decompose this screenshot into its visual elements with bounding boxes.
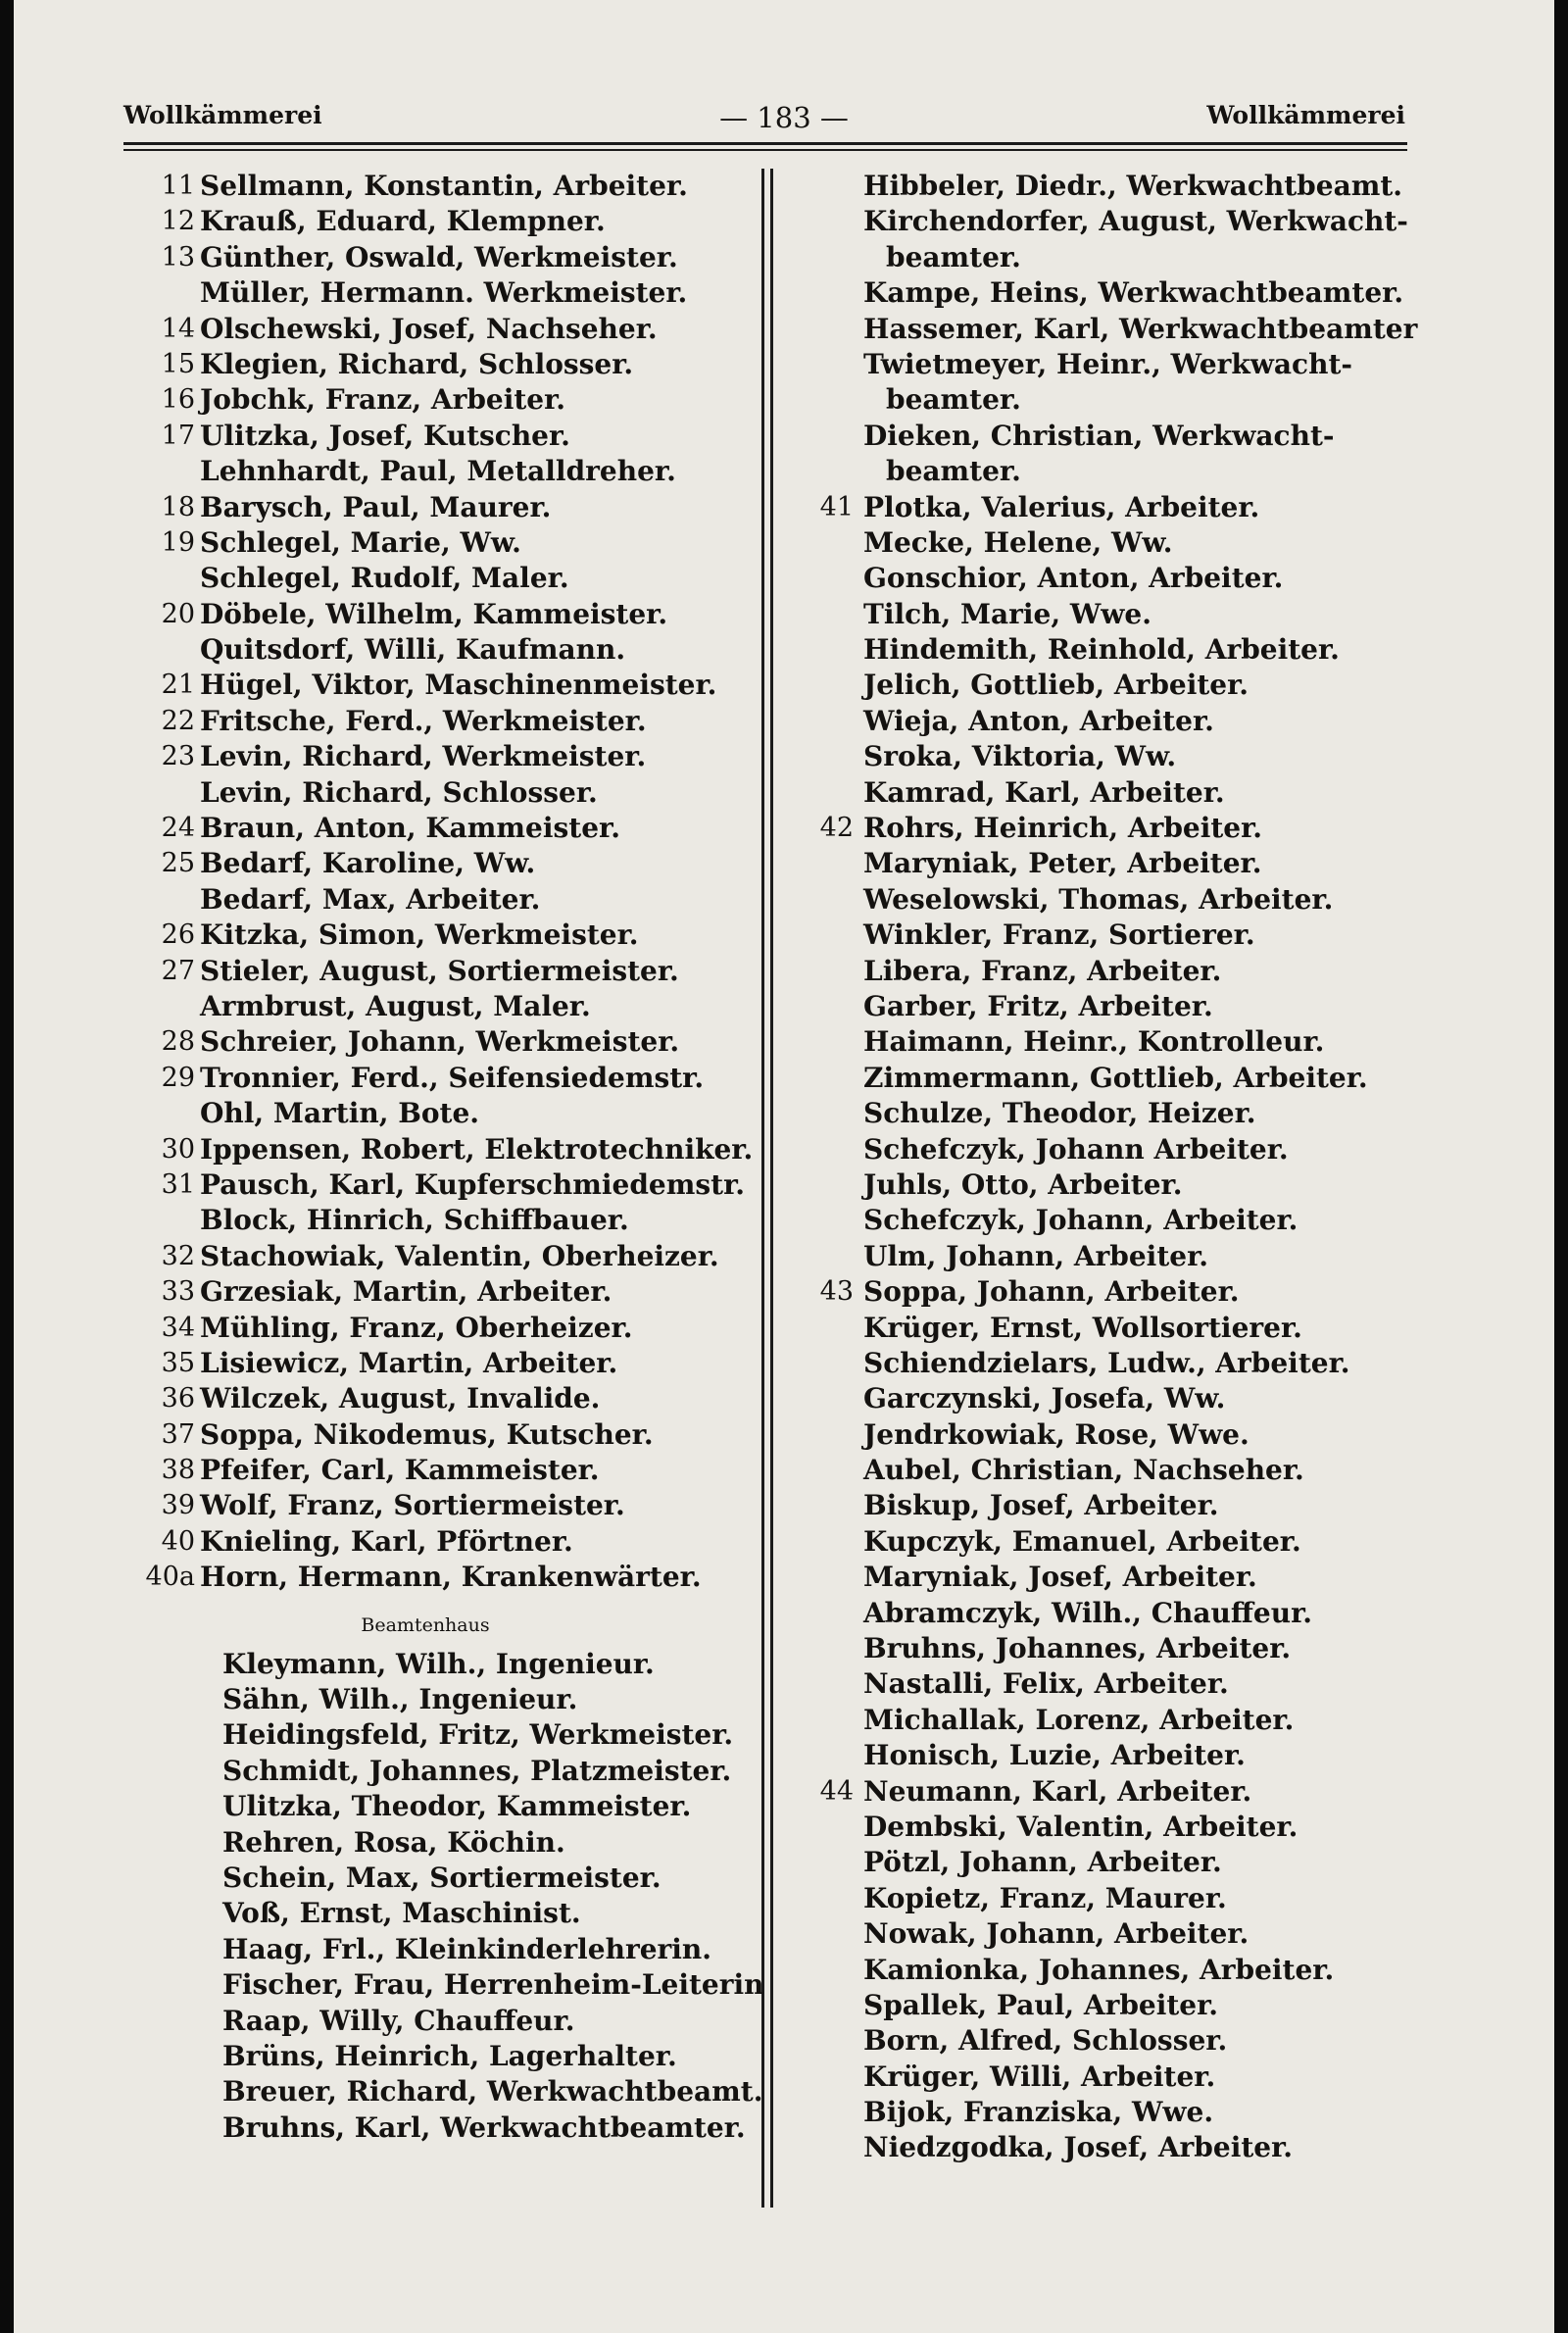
directory-entry (14, 846, 759, 881)
directory-entry (780, 561, 1525, 596)
resident-name: Ippensen, Robert, Elektrotechniker. (200, 1132, 754, 1166)
header-rule (123, 142, 1407, 145)
directory-entry (780, 882, 1525, 918)
directory-page (14, 0, 1554, 2333)
resident-name: Kleymann, Wilh., Ingenieur. (222, 1647, 655, 1680)
resident-name: Twietmeyer, Heinr., Werkwacht- (863, 347, 1353, 380)
resident-name: Winkler, Franz, Sortierer. (863, 918, 1255, 952)
directory-entry (14, 1825, 759, 1861)
house-number: 18 (161, 491, 195, 522)
resident-name: Tilch, Marie, Wwe. (863, 597, 1152, 630)
directory-entry (14, 704, 759, 739)
resident-name: Schreier, Johann, Werkmeister. (200, 1025, 680, 1059)
directory-entry (780, 382, 1525, 418)
resident-name: Tronnier, Ferd., Seifensiedemstr. (200, 1061, 705, 1094)
resident-name: Kirchendorfer, August, Werkwacht- (863, 205, 1408, 238)
house-number: 17 (161, 420, 195, 451)
resident-name: Pötzl, Johann, Arbeiter. (863, 1846, 1222, 1879)
resident-name: Krüger, Willi, Arbeiter. (863, 2060, 1216, 2093)
directory-entry (780, 597, 1525, 632)
directory-entry (14, 2074, 763, 2110)
directory-entry (14, 954, 759, 989)
resident-name: Kampe, Heins, Werkwachtbeamter. (863, 276, 1404, 310)
directory-entry (780, 419, 1525, 454)
directory-entry (14, 169, 759, 204)
directory-entry (780, 1916, 1525, 1952)
directory-entry (780, 1381, 1525, 1416)
directory-entry (780, 1488, 1525, 1523)
resident-name: Garczynski, Josefa, Ww. (863, 1382, 1226, 1415)
directory-entry (14, 312, 759, 347)
directory-entry (780, 1666, 1525, 1702)
directory-entry (780, 1024, 1525, 1060)
directory-entry (780, 1346, 1525, 1381)
directory-entry (14, 1061, 759, 1096)
directory-entry (14, 1932, 759, 1967)
resident-name: Soppa, Johann, Arbeiter. (863, 1275, 1240, 1309)
resident-name: Armbrust, August, Maler. (200, 989, 591, 1022)
resident-name: Kupczyk, Emanuel, Arbeiter. (863, 1524, 1301, 1558)
directory-entry (14, 918, 759, 953)
directory-entry (14, 1560, 759, 1595)
resident-name: beamter. (886, 383, 1021, 417)
resident-name: Barysch, Paul, Maurer. (200, 490, 552, 523)
directory-entry (14, 811, 759, 846)
resident-name: Breuer, Richard, Werkwachtbeamt. (222, 2075, 763, 2109)
resident-name: Sroka, Viktoria, Ww. (863, 740, 1177, 773)
right-column (780, 169, 1525, 2166)
resident-name: Rehren, Rosa, Köchin. (222, 1825, 565, 1859)
resident-name: Levin, Richard, Werkmeister. (200, 740, 647, 773)
resident-name: Schefczyk, Johann Arbeiter. (863, 1132, 1289, 1166)
directory-entry (14, 1132, 759, 1167)
directory-entry (780, 1524, 1525, 1560)
directory-entry (780, 169, 1525, 204)
house-number: 40a (145, 1562, 195, 1593)
resident-name: Nastalli, Felix, Arbeiter. (863, 1667, 1229, 1701)
directory-entry (14, 2004, 759, 2039)
house-number: 22 (161, 705, 195, 736)
directory-entry (14, 1417, 759, 1453)
directory-entry (780, 1453, 1525, 1488)
house-number: 32 (161, 1240, 195, 1271)
running-head-left: Wollkämmerei (123, 101, 322, 129)
column-divider (761, 169, 764, 2208)
house-number: 36 (161, 1383, 195, 1415)
resident-name: Kitzka, Simon, Werkmeister. (200, 918, 639, 952)
directory-entry (780, 668, 1525, 703)
resident-name: Schulze, Theodor, Heizer. (863, 1097, 1256, 1130)
house-number: 15 (161, 348, 195, 379)
resident-name: Lehnhardt, Paul, Metalldreher. (200, 455, 676, 488)
resident-name: Grzesiak, Martin, Arbeiter. (200, 1275, 612, 1309)
resident-name: Krauß, Eduard, Klempner. (200, 205, 606, 238)
resident-name: Block, Hinrich, Schiffbauer. (200, 1204, 629, 1237)
resident-name: Honisch, Luzie, Arbeiter. (863, 1739, 1246, 1772)
directory-entry (14, 597, 759, 632)
directory-entry (780, 1311, 1525, 1346)
directory-entry (780, 1810, 1525, 1845)
directory-entry (14, 882, 759, 918)
house-number: 13 (161, 241, 195, 273)
directory-entry (780, 1417, 1525, 1453)
resident-name: Fischer, Frau, Herrenheim-Leiterin (222, 1968, 764, 2002)
resident-name: Mecke, Helene, Ww. (863, 525, 1173, 559)
resident-name: Nowak, Johann, Arbeiter. (863, 1917, 1250, 1951)
resident-name: Maryniak, Peter, Arbeiter. (863, 847, 1262, 880)
resident-name: Bedarf, Max, Arbeiter. (200, 882, 541, 916)
resident-name: Wolf, Franz, Sortiermeister. (200, 1489, 625, 1522)
resident-name: Zimmermann, Gottlieb, Arbeiter. (863, 1061, 1368, 1094)
directory-entry (14, 1754, 759, 1789)
resident-name: Michallak, Lorenz, Arbeiter. (863, 1703, 1295, 1736)
resident-name: Heidingsfeld, Fritz, Werkmeister. (222, 1718, 734, 1752)
resident-name: Spallek, Paul, Arbeiter. (863, 1988, 1219, 2021)
directory-entry (780, 454, 1525, 489)
resident-name: Bruhns, Johannes, Arbeiter. (863, 1632, 1292, 1665)
resident-name: Garber, Fritz, Arbeiter. (863, 989, 1213, 1022)
resident-name: Biskup, Josef, Arbeiter. (863, 1489, 1219, 1522)
resident-name: Kamionka, Johannes, Arbeiter. (863, 1953, 1335, 1986)
resident-name: Ulitzka, Josef, Kutscher. (200, 419, 570, 452)
house-number: 28 (161, 1026, 195, 1058)
resident-name: Aubel, Christian, Nachseher. (863, 1454, 1304, 1487)
directory-entry (14, 1524, 759, 1560)
resident-name: Haag, Frl., Kleinkinderlehrerin. (222, 1932, 712, 1965)
resident-name: Abramczyk, Wilh., Chauffeur. (863, 1596, 1312, 1629)
directory-entry (780, 954, 1525, 989)
directory-entry (14, 1647, 759, 1682)
directory-entry (780, 1881, 1525, 1916)
directory-entry (780, 2060, 1525, 2095)
resident-name: Niedzgodka, Josef, Arbeiter. (863, 2131, 1294, 2164)
directory-entry (14, 490, 759, 525)
resident-name: beamter. (886, 455, 1021, 488)
page-number: — 183 — (719, 101, 849, 134)
resident-name: Schmidt, Johannes, Platzmeister. (222, 1754, 732, 1787)
directory-entry (14, 1896, 759, 1931)
directory-entry (780, 525, 1525, 561)
directory-entry (14, 632, 759, 668)
directory-entry (14, 775, 759, 811)
directory-entry (14, 2039, 759, 2074)
directory-entry (780, 240, 1525, 275)
resident-name: Olschewski, Josef, Nachseher. (200, 312, 658, 345)
directory-entry (780, 1132, 1525, 1167)
house-number: 41 (819, 491, 854, 522)
house-number: 11 (161, 171, 195, 201)
directory-entry (780, 1596, 1525, 1631)
house-number: 43 (819, 1276, 854, 1308)
resident-name: Dieken, Christian, Werkwacht- (863, 419, 1335, 452)
resident-name: Jelich, Gottlieb, Arbeiter. (863, 669, 1250, 702)
directory-entry (780, 1953, 1525, 1988)
resident-name: Hügel, Viktor, Maschinenmeister. (200, 669, 717, 702)
resident-name: Döbele, Wilhelm, Kammeister. (200, 597, 668, 630)
resident-name: Braun, Anton, Kammeister. (200, 812, 620, 845)
directory-entry (14, 1682, 759, 1717)
resident-name: Knieling, Karl, Pförtner. (200, 1524, 573, 1558)
house-number: 25 (161, 848, 195, 879)
house-number: 23 (161, 741, 195, 772)
directory-entry (780, 704, 1525, 739)
section-heading-beamtenhaus: Beamtenhaus (361, 1613, 490, 1636)
resident-name: Brüns, Heinrich, Lagerhalter. (222, 2039, 677, 2072)
house-number: 27 (161, 955, 195, 986)
resident-name: Stachowiak, Valentin, Oberheizer. (200, 1239, 719, 1272)
house-number: 42 (819, 813, 854, 844)
resident-name: Schiendzielars, Ludw., Arbeiter. (863, 1346, 1350, 1379)
directory-entry (780, 989, 1525, 1024)
house-number: 12 (161, 206, 195, 237)
directory-entry (14, 561, 759, 596)
directory-entry (780, 1774, 1525, 1810)
resident-name: Sähn, Wilh., Ingenieur. (222, 1683, 578, 1716)
directory-entry (14, 1274, 759, 1310)
directory-entry (14, 525, 759, 561)
resident-name: Hassemer, Karl, Werkwachtbeamter (863, 312, 1418, 345)
resident-name: Pausch, Karl, Kupferschmiedemstr. (200, 1167, 745, 1201)
directory-entry (780, 811, 1525, 846)
resident-name: Soppa, Nikodemus, Kutscher. (200, 1417, 654, 1451)
resident-name: Müller, Hermann. Werkmeister. (200, 276, 688, 310)
house-number: 31 (161, 1168, 195, 1200)
resident-name: Voß, Ernst, Maschinist. (222, 1897, 581, 1930)
directory-entry (14, 1346, 759, 1381)
directory-entry (780, 1845, 1525, 1880)
resident-name: Hindemith, Reinhold, Arbeiter. (863, 633, 1340, 667)
directory-entry (14, 275, 759, 311)
resident-name: Gonschior, Anton, Arbeiter. (863, 562, 1284, 595)
resident-name: Dembski, Valentin, Arbeiter. (863, 1810, 1298, 1843)
header-rule-thin (123, 149, 1407, 151)
directory-entry (14, 739, 759, 774)
directory-entry (780, 918, 1525, 953)
house-number: 14 (161, 313, 195, 344)
resident-name: Juhls, Otto, Arbeiter. (863, 1167, 1183, 1201)
resident-name: Haimann, Heinr., Kontrolleur. (863, 1025, 1325, 1059)
directory-entry (780, 1061, 1525, 1096)
directory-entry (780, 2095, 1525, 2130)
resident-name: Bijok, Franziska, Wwe. (863, 2096, 1214, 2129)
house-number: 30 (161, 1133, 195, 1165)
directory-entry (780, 490, 1525, 525)
resident-name: Schlegel, Rudolf, Maler. (200, 562, 569, 595)
directory-entry (780, 1631, 1525, 1666)
house-number: 34 (161, 1312, 195, 1343)
house-number: 40 (161, 1525, 195, 1557)
resident-name: Wilczek, August, Invalide. (200, 1382, 601, 1415)
directory-entry (14, 2110, 759, 2146)
directory-entry (780, 739, 1525, 774)
directory-entry (780, 2130, 1525, 2165)
resident-name: Pfeifer, Carl, Kammeister. (200, 1454, 600, 1487)
resident-name: Krüger, Ernst, Wollsortierer. (863, 1311, 1302, 1344)
resident-name: Klegien, Richard, Schlosser. (200, 347, 634, 380)
resident-name: Bedarf, Karoline, Ww. (200, 847, 536, 880)
directory-entry (780, 1096, 1525, 1131)
house-number: 44 (819, 1775, 854, 1807)
directory-entry (14, 1311, 759, 1346)
resident-name: Schefczyk, Johann, Arbeiter. (863, 1204, 1298, 1237)
directory-entry (14, 1381, 759, 1416)
directory-entry (14, 1861, 759, 1896)
resident-name: Maryniak, Josef, Arbeiter. (863, 1561, 1257, 1594)
house-number: 24 (161, 813, 195, 844)
house-number: 29 (161, 1062, 195, 1093)
resident-name: Schein, Max, Sortiermeister. (222, 1861, 662, 1894)
resident-name: Levin, Richard, Schlosser. (200, 775, 598, 809)
directory-entry (14, 1239, 759, 1274)
house-number: 37 (161, 1418, 195, 1450)
directory-entry (780, 1560, 1525, 1595)
directory-entry (14, 1789, 759, 1824)
resident-name: Jobchk, Franz, Arbeiter. (200, 383, 566, 417)
directory-entry (780, 1203, 1525, 1238)
directory-entry (14, 419, 759, 454)
left-column (14, 169, 764, 2146)
resident-name: Quitsdorf, Willi, Kaufmann. (200, 633, 626, 667)
directory-entry (780, 1703, 1525, 1738)
directory-entry (14, 347, 759, 382)
directory-entry (14, 1203, 759, 1238)
directory-entry (14, 1024, 759, 1060)
directory-entry (14, 204, 759, 239)
house-number: 35 (161, 1347, 195, 1378)
directory-entry (14, 1453, 759, 1488)
resident-name: beamter. (886, 240, 1021, 273)
directory-entry (14, 668, 759, 703)
house-number: 39 (161, 1490, 195, 1521)
house-number: 16 (161, 384, 195, 416)
directory-entry (14, 454, 759, 489)
resident-name: Lisiewicz, Martin, Arbeiter. (200, 1346, 618, 1379)
resident-name: Ulm, Johann, Arbeiter. (863, 1239, 1208, 1272)
resident-name: Bruhns, Karl, Werkwachtbeamter. (222, 2110, 746, 2144)
resident-name: Kopietz, Franz, Maurer. (863, 1881, 1227, 1914)
house-number: 20 (161, 598, 195, 629)
resident-name: Mühling, Franz, Oberheizer. (200, 1311, 633, 1344)
house-number: 26 (161, 919, 195, 951)
directory-entry (780, 1738, 1525, 1773)
directory-entry (780, 1988, 1525, 2023)
directory-entry (14, 240, 759, 275)
directory-entry (14, 989, 759, 1024)
directory-entry (780, 632, 1525, 668)
directory-entry (780, 204, 1525, 239)
resident-name: Stieler, August, Sortiermeister. (200, 954, 679, 987)
resident-name: Jendrkowiak, Rose, Wwe. (863, 1417, 1250, 1451)
resident-name: Wieja, Anton, Arbeiter. (863, 704, 1214, 737)
resident-name: Ulitzka, Theodor, Kammeister. (222, 1790, 692, 1823)
resident-name: Sellmann, Konstantin, Arbeiter. (200, 170, 688, 202)
resident-name: Born, Alfred, Schlosser. (863, 2024, 1228, 2058)
resident-name: Rohrs, Heinrich, Arbeiter. (863, 812, 1263, 845)
resident-name: Libera, Franz, Arbeiter. (863, 954, 1222, 987)
resident-name: Hibbeler, Diedr., Werkwachtbeamt. (863, 170, 1403, 202)
directory-entry (14, 382, 759, 418)
resident-name: Weselowski, Thomas, Arbeiter. (863, 882, 1334, 916)
directory-entry (14, 1488, 759, 1523)
directory-entry (14, 1096, 759, 1131)
directory-entry (780, 2023, 1525, 2059)
directory-entry (780, 347, 1525, 382)
column-divider-second (770, 169, 773, 2208)
directory-entry (14, 1967, 764, 2003)
resident-name: Neumann, Karl, Arbeiter. (863, 1774, 1252, 1808)
house-number: 33 (161, 1276, 195, 1308)
resident-name: Horn, Hermann, Krankenwärter. (200, 1561, 702, 1594)
directory-entry (780, 1167, 1525, 1203)
directory-entry (780, 775, 1525, 811)
resident-name: Fritsche, Ferd., Werkmeister. (200, 704, 647, 737)
directory-entry (780, 846, 1525, 881)
resident-name: Raap, Willy, Chauffeur. (222, 2004, 575, 2037)
directory-entry (780, 275, 1525, 311)
directory-entry (780, 1274, 1525, 1310)
house-number: 38 (161, 1455, 195, 1486)
resident-name: Plotka, Valerius, Arbeiter. (863, 490, 1260, 523)
resident-name: Schlegel, Marie, Ww. (200, 525, 521, 559)
resident-name: Ohl, Martin, Bote. (200, 1097, 480, 1130)
house-number: 21 (161, 670, 195, 701)
directory-entry (14, 1167, 759, 1203)
resident-name: Günther, Oswald, Werkmeister. (200, 240, 678, 273)
directory-entry (14, 1717, 759, 1753)
directory-entry (780, 312, 1525, 347)
directory-entry (780, 1239, 1525, 1274)
house-number: 19 (161, 526, 195, 558)
resident-name: Kamrad, Karl, Arbeiter. (863, 775, 1225, 809)
running-head-right: Wollkämmerei (1206, 101, 1405, 129)
